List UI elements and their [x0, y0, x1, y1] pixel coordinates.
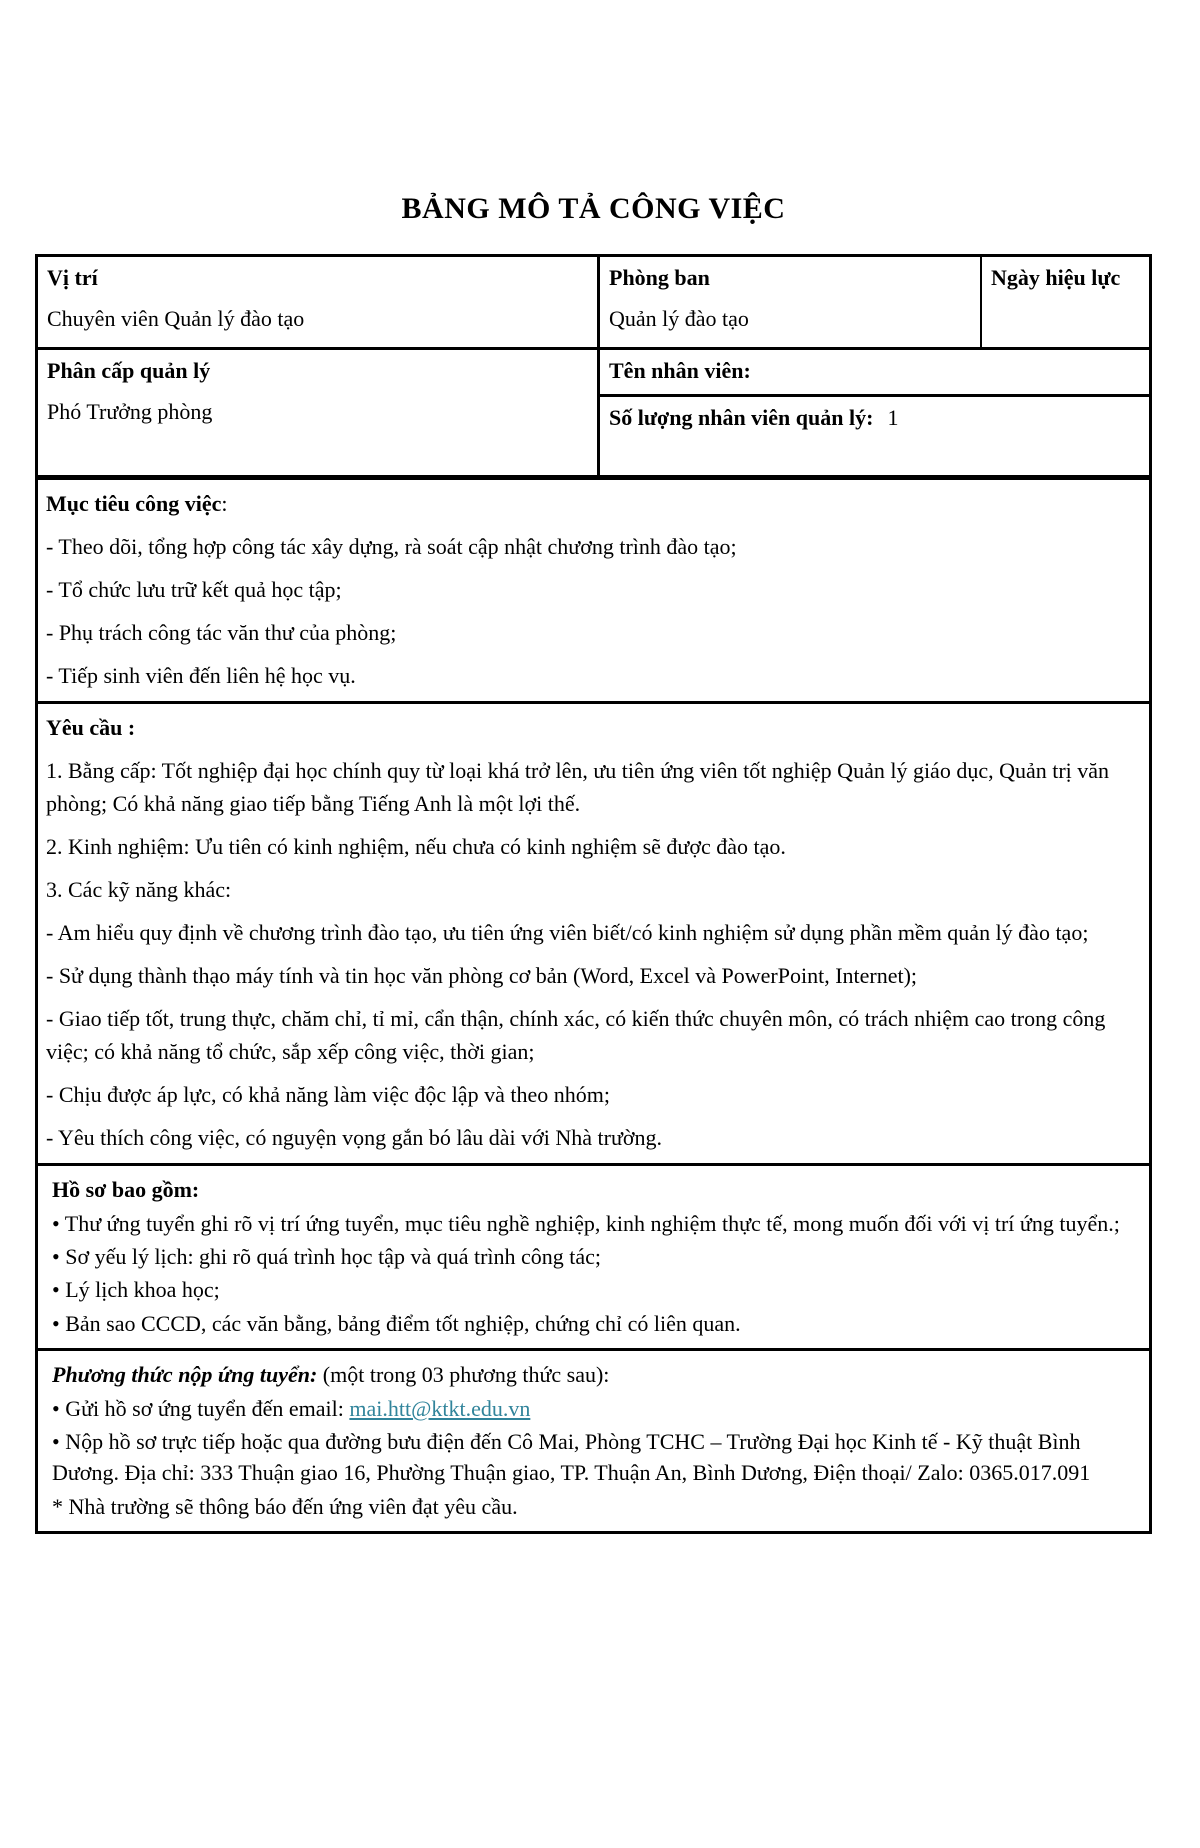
objective-item: - Tổ chức lưu trữ kết quả học tập; [46, 577, 342, 602]
page-title: BẢNG MÔ TẢ CÔNG VIỆC [401, 192, 786, 225]
employee-name-label: Tên nhân viên: [609, 358, 751, 383]
section-requirements [38, 701, 1149, 1163]
requirement-item: - Giao tiếp tốt, trung thực, chăm chỉ, tỉ mỉ, cẩn thận, chính xác, có kiến thức chuyên môn, có trách nhiệm cao trong công việc; có khả năng tổ chức, sắp xếp công việc, thời gian; [46, 1006, 1106, 1064]
management-level-value: Phó Trưởng phòng [47, 398, 213, 424]
requirement-item: 2. Kinh nghiệm: Ưu tiên có kinh nghiệm, nếu chưa có kinh nghiệm sẽ được đào tạo. [46, 834, 786, 859]
objective-item: - Theo dõi, tổng hợp công tác xây dựng, rà soát cập nhật chương trình đào tạo; [46, 534, 737, 559]
objective-item: - Phụ trách công tác văn thư của phòng; [46, 620, 397, 645]
requirement-item: 1. Bằng cấp: Tốt nghiệp đại học chính quy từ loại khá trở lên, ưu tiên ứng viên tốt nghiệp Quản lý giáo dục, Quản trị văn phòng; Có khả năng giao tiếp bằng Tiếng Anh là một lợi thế. [46, 758, 1110, 816]
requirement-item: - Am hiểu quy định về chương trình đào tạo, ưu tiên ứng viên biết/có kinh nghiệm sử dụng phần mềm quản lý đào tạo; [46, 920, 1089, 945]
objective-item: - Tiếp sinh viên đến liên hệ học vụ. [46, 663, 356, 688]
application-item: • Nộp hồ sơ trực tiếp hoặc qua đường bưu điện đến Cô Mai, Phòng TCHC – Trường Đại học Kinh tế - Kỹ thuật Bình Dương. Địa chỉ: 333 Thuận giao 16, Phường Thuận giao, TP. Thuận An, Bình Dương, Điện thoại/ Zalo: 0365.017.091 [52, 1429, 1091, 1486]
position-cell [38, 257, 600, 350]
requirement-item: - Yêu thích công việc, có nguyện vọng gắn bó lâu dài với Nhà trường. [46, 1125, 662, 1150]
application-heading: Phương thức nộp ứng tuyển: (một trong 03 phương thức sau): [52, 1361, 610, 1387]
objectives-heading: Mục tiêu công việc: [46, 491, 228, 516]
management-level-cell [38, 350, 600, 475]
management-level-label: Phân cấp quản lý [47, 358, 211, 383]
sections-table [35, 477, 1152, 1534]
effective-date-label: Ngày hiệu lực [991, 265, 1121, 290]
employee-name-cell [600, 350, 1149, 397]
department-value: Quản lý đào tạo [609, 305, 749, 331]
position-label: Vị trí [47, 265, 98, 290]
header-info-table [35, 254, 1152, 478]
application-email-item: • Gửi hồ sơ ứng tuyển đến email: mai.htt@ktkt.edu.vn [52, 1395, 531, 1421]
managed-count-label: Số lượng nhân viên quản lý: 1 [609, 405, 899, 430]
document-item: • Thư ứng tuyển ghi rõ vị trí ứng tuyển, mục tiêu nghề nghiệp, kinh nghiệm thực tế, mong muốn đối với vị trí ứng tuyển.; [52, 1211, 1120, 1236]
requirement-item: - Chịu được áp lực, có khả năng làm việc độc lập và theo nhóm; [46, 1082, 610, 1107]
documents-heading: Hồ sơ bao gồm: [52, 1177, 200, 1202]
position-value: Chuyên viên Quản lý đào tạo [47, 305, 305, 331]
section-application-method [38, 1348, 1149, 1531]
managed-count-cell [600, 397, 1149, 475]
department-label: Phòng ban [609, 265, 710, 290]
document-item: • Bản sao CCCD, các văn bằng, bảng điểm tốt nghiệp, chứng chỉ có liên quan. [52, 1310, 741, 1336]
managed-count-value: 1 [887, 405, 899, 430]
section-documents [38, 1163, 1149, 1348]
effective-date-cell [982, 257, 1149, 350]
section-objectives [38, 480, 1149, 701]
email-link[interactable]: mai.htt@ktkt.edu.vn [349, 1395, 531, 1421]
document-item: • Lý lịch khoa học; [52, 1277, 220, 1303]
requirements-heading: Yêu cầu : [46, 715, 136, 740]
document-item: • Sơ yếu lý lịch: ghi rõ quá trình học tập và quá trình công tác; [52, 1244, 602, 1270]
requirement-item: - Sử dụng thành thạo máy tính và tin học văn phòng cơ bản (Word, Excel và PowerPoint, Internet); [46, 963, 918, 988]
requirement-item: 3. Các kỹ năng khác: [46, 877, 232, 902]
application-note: * Nhà trường sẽ thông báo đến ứng viên đạt yêu cầu. [52, 1493, 518, 1519]
department-cell [600, 257, 982, 350]
job-description-document [35, 254, 1152, 1534]
